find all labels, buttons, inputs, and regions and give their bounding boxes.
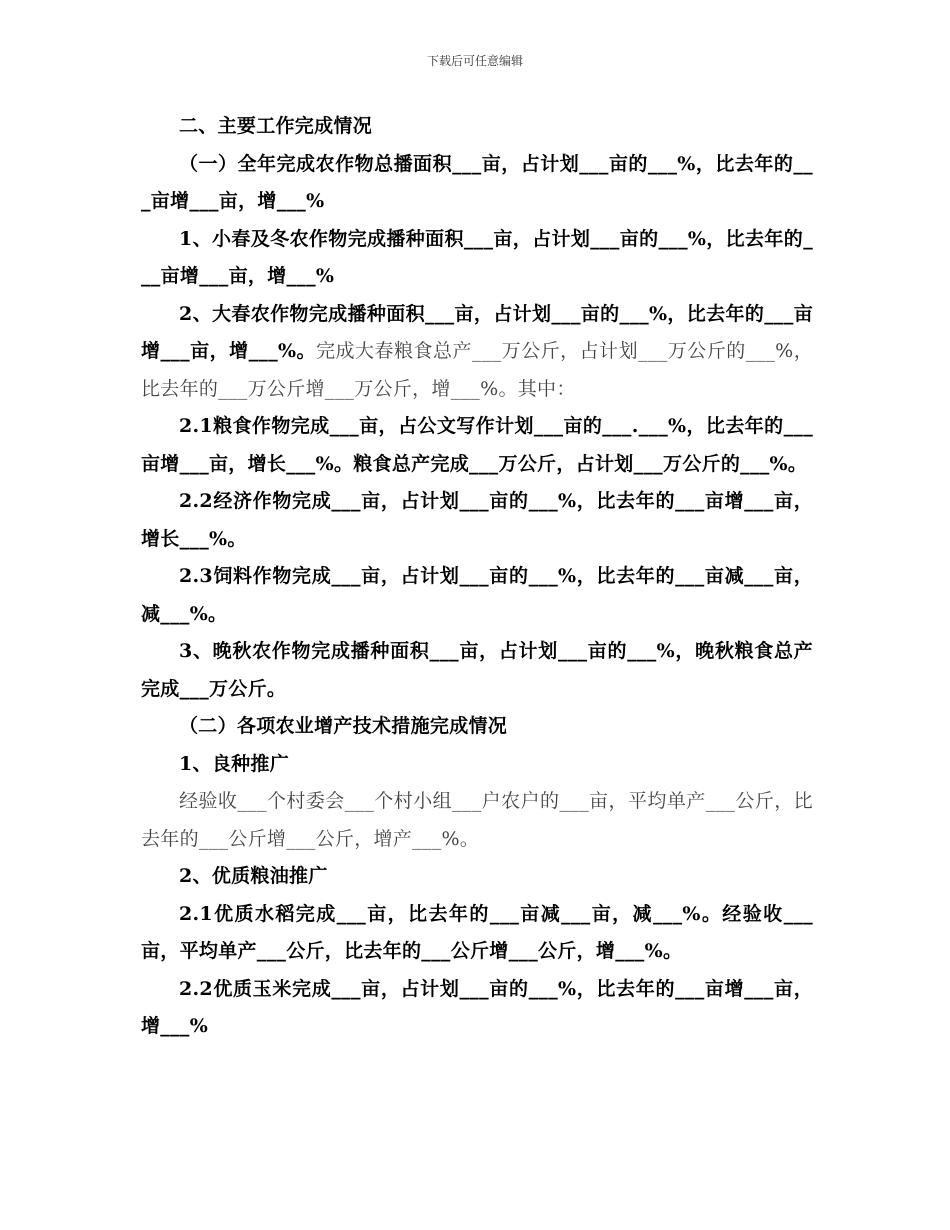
paragraph-total-sown-area: （一）全年完成农作物总播面积___亩，占计划___亩的___%，比去年的___亩增___亩，增___% (141, 152, 813, 212)
paragraph-late-autumn-crops: 3、晚秋农作物完成播种面积___亩，占计划___亩的___%，晚秋粮食总产完成___万公斤。 (141, 640, 813, 700)
paragraph-quality-corn: 2.2优质玉米完成___亩，占计划___亩的___%，比去年的___亩增___亩，增___% (141, 977, 813, 1037)
paragraph-grain-crops: 2.1粮食作物完成___亩，占公文写作计划___亩的___.___%，比去年的___亩增___亩，增长___%。粮食总产完成___万公斤，占计划___万公斤的___%。 (141, 415, 813, 475)
item-heading-seed-promotion: 1、良种推广 (179, 752, 290, 775)
paragraph-spring-winter-crops: 1、小春及冬农作物完成播种面积___亩，占计划___亩的___%，比去年的___亩增___亩，增___% (141, 227, 813, 287)
subsection-heading: （二）各项农业增产技术措施完成情况 (179, 715, 508, 737)
paragraph-quality-rice: 2.1优质水稻完成___亩，比去年的___亩减___亩，减___%。经验收___亩，平均单产___公斤，比去年的___公斤增___公斤，增___%。 (141, 902, 813, 962)
major-spring-grain-output-text: 完成大春粮食总产___万公斤，占计划___万公斤的___%，比去年的___万公斤增___万公斤，增___%。其中： (141, 340, 814, 400)
paragraph-feed-crops: 2.3饲料作物完成___亩，占计划___亩的___%，比去年的___亩减___亩，减___%。 (141, 565, 813, 625)
paragraph-seed-acceptance: 经验收___个村委会___个村小组___户农户的___亩，平均单产___公斤，比去年的___公斤增___公斤，增产___%。 (141, 790, 813, 850)
paragraph-major-spring-crops (141, 296, 813, 409)
major-spring-crops-bold-text: 2、大春农作物完成播种面积___亩，占计划___亩的___%，比去年的___亩增___亩，增___%。 (141, 302, 813, 362)
section-heading: 二、主要工作完成情况 (179, 115, 373, 137)
page-header: 下载后可任意编辑 (426, 54, 523, 68)
item-heading-quality-grain-oil: 2、优质粮油推广 (179, 865, 328, 887)
paragraph-cash-crops: 2.2经济作物完成___亩，占计划___亩的___%，比去年的___亩增___亩，增长___%。 (141, 490, 813, 550)
document-body (141, 108, 813, 1046)
